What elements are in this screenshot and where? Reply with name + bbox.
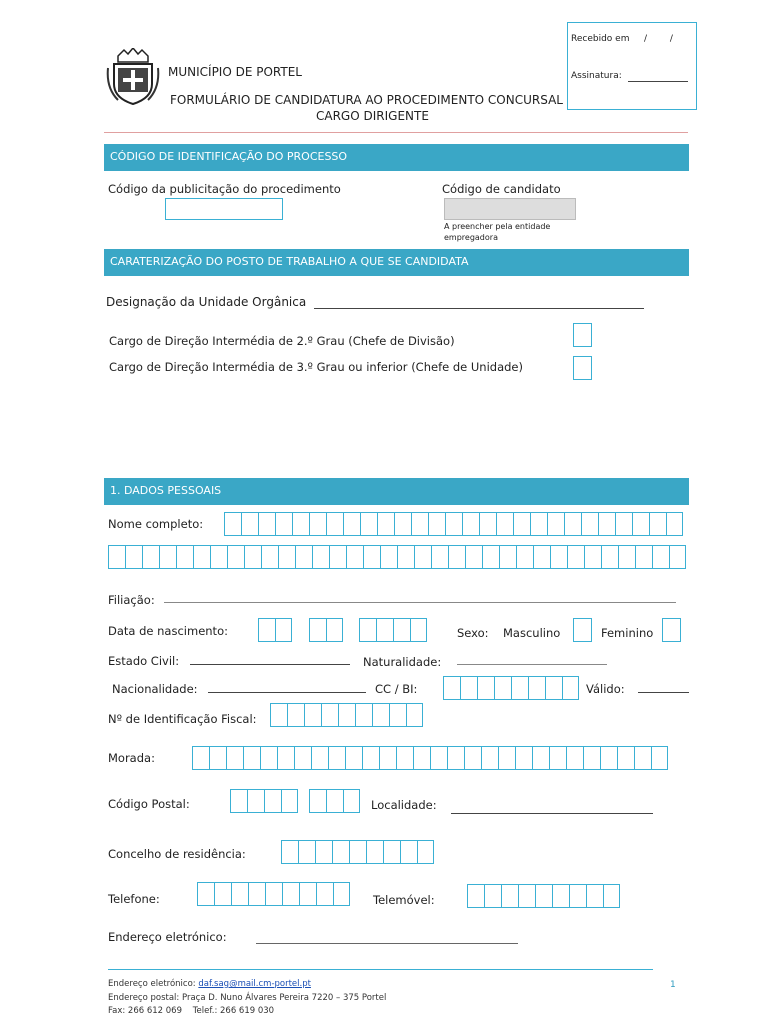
char-cell[interactable] xyxy=(243,746,260,770)
char-cell[interactable] xyxy=(562,676,579,700)
email-label: Endereço eletrónico: xyxy=(108,930,227,944)
char-cell[interactable] xyxy=(275,618,292,642)
char-cell[interactable] xyxy=(484,884,501,908)
char-cell[interactable] xyxy=(511,676,528,700)
char-cell[interactable] xyxy=(518,884,535,908)
organic-unit-line[interactable] xyxy=(314,308,644,309)
char-cell[interactable] xyxy=(379,746,396,770)
char-cell[interactable] xyxy=(413,746,430,770)
char-cell[interactable] xyxy=(360,512,377,536)
char-cell[interactable] xyxy=(328,746,345,770)
char-cell[interactable] xyxy=(583,746,600,770)
char-cell[interactable] xyxy=(366,840,383,864)
char-cell[interactable] xyxy=(214,882,231,906)
char-cell[interactable] xyxy=(298,840,315,864)
char-cell[interactable] xyxy=(528,676,545,700)
char-cell[interactable] xyxy=(414,545,431,569)
char-cell[interactable] xyxy=(652,545,669,569)
char-cell[interactable] xyxy=(338,703,355,727)
tax-id-cells[interactable] xyxy=(270,703,423,727)
char-cell[interactable] xyxy=(545,676,562,700)
char-cell[interactable] xyxy=(496,512,513,536)
footer-postal-address: Endereço postal: Praça D. Nuno Álvares Pereira 7220 – 375 Portel xyxy=(108,993,387,1003)
char-cell[interactable] xyxy=(601,545,618,569)
char-cell[interactable] xyxy=(315,840,332,864)
char-cell[interactable] xyxy=(304,703,321,727)
char-cell[interactable] xyxy=(443,676,460,700)
nationality-label: Nacionalidade: xyxy=(112,682,198,696)
char-cell[interactable] xyxy=(635,545,652,569)
char-cell[interactable] xyxy=(265,882,282,906)
publication-code-label: Código da publicitação do procedimento xyxy=(108,182,341,196)
char-cell[interactable] xyxy=(248,882,265,906)
char-cell[interactable] xyxy=(362,746,379,770)
full-name-cells-row2[interactable] xyxy=(108,545,686,569)
char-cell[interactable] xyxy=(258,512,275,536)
phone-label: Telefone: xyxy=(108,892,160,906)
char-cell[interactable] xyxy=(482,545,499,569)
char-cell[interactable] xyxy=(460,676,477,700)
char-cell[interactable] xyxy=(226,746,243,770)
char-cell[interactable] xyxy=(464,746,481,770)
char-cell[interactable] xyxy=(428,512,445,536)
char-cell[interactable] xyxy=(389,703,406,727)
char-cell[interactable] xyxy=(567,545,584,569)
organic-unit-label: Designação da Unidade Orgânica xyxy=(106,295,307,309)
option-chefe-divisao-label: Cargo de Direção Intermédia de 2.º Grau (Chefe de Divisão) xyxy=(109,334,455,348)
char-cell[interactable] xyxy=(447,746,464,770)
char-cell[interactable] xyxy=(275,512,292,536)
char-cell[interactable] xyxy=(125,545,142,569)
filiation-label: Filiação: xyxy=(108,593,155,607)
char-cell[interactable] xyxy=(277,746,294,770)
char-cell[interactable] xyxy=(260,746,277,770)
char-cell[interactable] xyxy=(417,840,434,864)
char-cell[interactable] xyxy=(281,840,298,864)
char-cell[interactable] xyxy=(309,618,326,642)
char-cell[interactable] xyxy=(224,512,241,536)
mobile-label: Telemóvel: xyxy=(373,893,435,907)
option-chefe-divisao-checkbox[interactable] xyxy=(573,323,592,347)
char-cell[interactable] xyxy=(533,545,550,569)
char-cell[interactable] xyxy=(397,545,414,569)
candidate-code-input xyxy=(444,198,576,220)
char-cell[interactable] xyxy=(566,746,583,770)
coat-of-arms-logo xyxy=(104,48,162,106)
valid-label: Válido: xyxy=(586,682,625,696)
header-divider xyxy=(104,132,688,133)
filiation-line[interactable] xyxy=(164,602,676,603)
char-cell[interactable] xyxy=(343,512,360,536)
char-cell[interactable] xyxy=(465,545,482,569)
option-chefe-unidade-label: Cargo de Direção Intermédia de 3.º Grau ou inferior (Chefe de Unidade) xyxy=(109,360,523,374)
char-cell[interactable] xyxy=(603,884,620,908)
char-cell[interactable] xyxy=(278,545,295,569)
char-cell[interactable] xyxy=(193,545,210,569)
birth-date-label: Data de nascimento: xyxy=(108,624,228,638)
char-cell[interactable] xyxy=(197,882,214,906)
char-cell[interactable] xyxy=(349,840,366,864)
char-cell[interactable] xyxy=(142,545,159,569)
phone-cells[interactable] xyxy=(197,882,350,906)
char-cell[interactable] xyxy=(241,512,258,536)
section-post-band: CARATERIZAÇÃO DO POSTO DE TRABALHO A QUE SE CANDIDATA xyxy=(104,249,689,276)
female-checkbox[interactable] xyxy=(662,618,681,642)
locality-line[interactable] xyxy=(451,813,653,814)
char-cell[interactable] xyxy=(270,703,287,727)
char-cell[interactable] xyxy=(600,746,617,770)
char-cell[interactable] xyxy=(431,545,448,569)
char-cell[interactable] xyxy=(294,746,311,770)
char-cell[interactable] xyxy=(176,545,193,569)
char-cell[interactable] xyxy=(345,746,362,770)
char-cell[interactable] xyxy=(618,545,635,569)
char-cell[interactable] xyxy=(651,746,668,770)
char-cell[interactable] xyxy=(615,512,632,536)
address-cells[interactable] xyxy=(192,746,668,770)
char-cell[interactable] xyxy=(363,545,380,569)
char-cell[interactable] xyxy=(552,884,569,908)
char-cell[interactable] xyxy=(515,746,532,770)
char-cell[interactable] xyxy=(396,746,413,770)
char-cell[interactable] xyxy=(479,512,496,536)
mobile-cells[interactable] xyxy=(467,884,620,908)
address-label: Morada: xyxy=(108,751,155,765)
char-cell[interactable] xyxy=(210,545,227,569)
birth-day-cells[interactable] xyxy=(258,618,292,642)
char-cell[interactable] xyxy=(333,882,350,906)
footer-email-label: Endereço eletrónico: xyxy=(108,979,196,989)
char-cell[interactable] xyxy=(287,703,304,727)
char-cell[interactable] xyxy=(281,789,298,813)
char-cell[interactable] xyxy=(227,545,244,569)
char-cell[interactable] xyxy=(292,512,309,536)
char-cell[interactable] xyxy=(359,618,376,642)
postal-code-main-cells[interactable] xyxy=(230,789,298,813)
char-cell[interactable] xyxy=(477,676,494,700)
candidate-code-label: Código de candidato xyxy=(442,182,561,196)
char-cell[interactable] xyxy=(295,545,312,569)
section-personal-band: 1. DADOS PESSOAIS xyxy=(104,478,689,505)
char-cell[interactable] xyxy=(372,703,389,727)
char-cell[interactable] xyxy=(343,789,360,813)
char-cell[interactable] xyxy=(329,545,346,569)
char-cell[interactable] xyxy=(569,884,586,908)
char-cell[interactable] xyxy=(535,884,552,908)
char-cell[interactable] xyxy=(632,512,649,536)
postal-code-ext-cells[interactable] xyxy=(309,789,360,813)
char-cell[interactable] xyxy=(355,703,372,727)
char-cell[interactable] xyxy=(581,512,598,536)
char-cell[interactable] xyxy=(244,545,261,569)
male-checkbox[interactable] xyxy=(573,618,592,642)
postal-code-label: Código Postal: xyxy=(108,797,190,811)
char-cell[interactable] xyxy=(586,884,603,908)
char-cell[interactable] xyxy=(326,512,343,536)
char-cell[interactable] xyxy=(326,618,343,642)
char-cell[interactable] xyxy=(411,512,428,536)
char-cell[interactable] xyxy=(209,746,226,770)
char-cell[interactable] xyxy=(264,789,281,813)
char-cell[interactable] xyxy=(494,676,511,700)
char-cell[interactable] xyxy=(321,703,338,727)
id-card-label: CC / BI: xyxy=(375,682,418,696)
char-cell[interactable] xyxy=(346,545,363,569)
char-cell[interactable] xyxy=(584,545,601,569)
char-cell[interactable] xyxy=(448,545,465,569)
county-label: Concelho de residência: xyxy=(108,847,246,861)
char-cell[interactable] xyxy=(617,746,634,770)
full-name-label: Nome completo: xyxy=(108,517,204,531)
char-cell[interactable] xyxy=(530,512,547,536)
form-subtitle: CARGO DIRIGENTE xyxy=(316,109,429,123)
char-cell[interactable] xyxy=(380,545,397,569)
char-cell[interactable] xyxy=(231,882,248,906)
full-name-cells-row1[interactable] xyxy=(224,512,683,536)
signature-label: Assinatura: xyxy=(571,71,622,81)
footer-email-line xyxy=(108,979,311,989)
form-title: FORMULÁRIO DE CANDIDATURA AO PROCEDIMENTO CONCURSAL xyxy=(170,93,563,107)
char-cell[interactable] xyxy=(299,882,316,906)
birthplace-label: Naturalidade: xyxy=(363,655,442,669)
section-code-band: CÓDIGO DE IDENTIFICAÇÃO DO PROCESSO xyxy=(104,144,689,171)
char-cell[interactable] xyxy=(481,746,498,770)
sex-label: Sexo: xyxy=(457,626,489,640)
char-cell[interactable] xyxy=(430,746,447,770)
footer-divider xyxy=(108,969,653,970)
char-cell[interactable] xyxy=(316,882,333,906)
char-cell[interactable] xyxy=(230,789,247,813)
char-cell[interactable] xyxy=(564,512,581,536)
char-cell[interactable] xyxy=(666,512,683,536)
female-label: Feminino xyxy=(601,626,654,640)
char-cell[interactable] xyxy=(516,545,533,569)
char-cell[interactable] xyxy=(532,746,549,770)
char-cell[interactable] xyxy=(383,840,400,864)
char-cell[interactable] xyxy=(513,512,530,536)
candidate-code-note: A preencher pela entidade empregadora xyxy=(444,222,551,242)
publication-code-input[interactable] xyxy=(165,198,283,220)
char-cell[interactable] xyxy=(549,746,566,770)
char-cell[interactable] xyxy=(410,618,427,642)
char-cell[interactable] xyxy=(309,789,326,813)
char-cell[interactable] xyxy=(400,840,417,864)
footer-fax-phone: Fax: 266 612 069 Telef.: 266 619 030 xyxy=(108,1006,275,1016)
char-cell[interactable] xyxy=(499,545,516,569)
char-cell[interactable] xyxy=(377,512,394,536)
char-cell[interactable] xyxy=(467,884,484,908)
footer-email-link[interactable]: daf.sag@mail.cm-portel.pt xyxy=(198,979,311,989)
char-cell[interactable] xyxy=(108,545,125,569)
birth-year-cells[interactable] xyxy=(359,618,427,642)
id-card-cells[interactable] xyxy=(443,676,579,700)
char-cell[interactable] xyxy=(312,545,329,569)
char-cell[interactable] xyxy=(550,545,567,569)
birthplace-line[interactable] xyxy=(457,664,607,665)
nationality-line[interactable] xyxy=(208,692,366,693)
char-cell[interactable] xyxy=(462,512,479,536)
char-cell[interactable] xyxy=(598,512,615,536)
char-cell[interactable] xyxy=(376,618,393,642)
char-cell[interactable] xyxy=(649,512,666,536)
locality-label: Localidade: xyxy=(371,798,437,812)
char-cell[interactable] xyxy=(261,545,278,569)
char-cell[interactable] xyxy=(445,512,462,536)
char-cell[interactable] xyxy=(394,512,411,536)
civil-status-line[interactable] xyxy=(190,664,350,665)
char-cell[interactable] xyxy=(192,746,209,770)
char-cell[interactable] xyxy=(332,840,349,864)
char-cell[interactable] xyxy=(309,512,326,536)
char-cell[interactable] xyxy=(247,789,264,813)
civil-status-label: Estado Civil: xyxy=(108,654,180,668)
char-cell[interactable] xyxy=(282,882,299,906)
char-cell[interactable] xyxy=(311,746,328,770)
birth-month-cells[interactable] xyxy=(309,618,343,642)
male-label: Masculino xyxy=(503,626,561,640)
char-cell[interactable] xyxy=(406,703,423,727)
received-label: Recebido em xyxy=(571,34,630,44)
char-cell[interactable] xyxy=(669,545,686,569)
char-cell[interactable] xyxy=(258,618,275,642)
char-cell[interactable] xyxy=(547,512,564,536)
signature-line[interactable] xyxy=(628,81,688,82)
county-cells[interactable] xyxy=(281,840,434,864)
char-cell[interactable] xyxy=(326,789,343,813)
valid-line[interactable] xyxy=(638,692,689,693)
received-date-separators: / / xyxy=(644,34,673,44)
municipality-name: MUNICÍPIO DE PORTEL xyxy=(168,65,302,79)
char-cell[interactable] xyxy=(634,746,651,770)
email-line[interactable] xyxy=(256,943,518,944)
page-number: 1 xyxy=(670,980,676,990)
tax-id-label: Nº de Identificação Fiscal: xyxy=(108,712,257,726)
char-cell[interactable] xyxy=(393,618,410,642)
char-cell[interactable] xyxy=(501,884,518,908)
option-chefe-unidade-checkbox[interactable] xyxy=(573,356,592,380)
char-cell[interactable] xyxy=(159,545,176,569)
char-cell[interactable] xyxy=(498,746,515,770)
